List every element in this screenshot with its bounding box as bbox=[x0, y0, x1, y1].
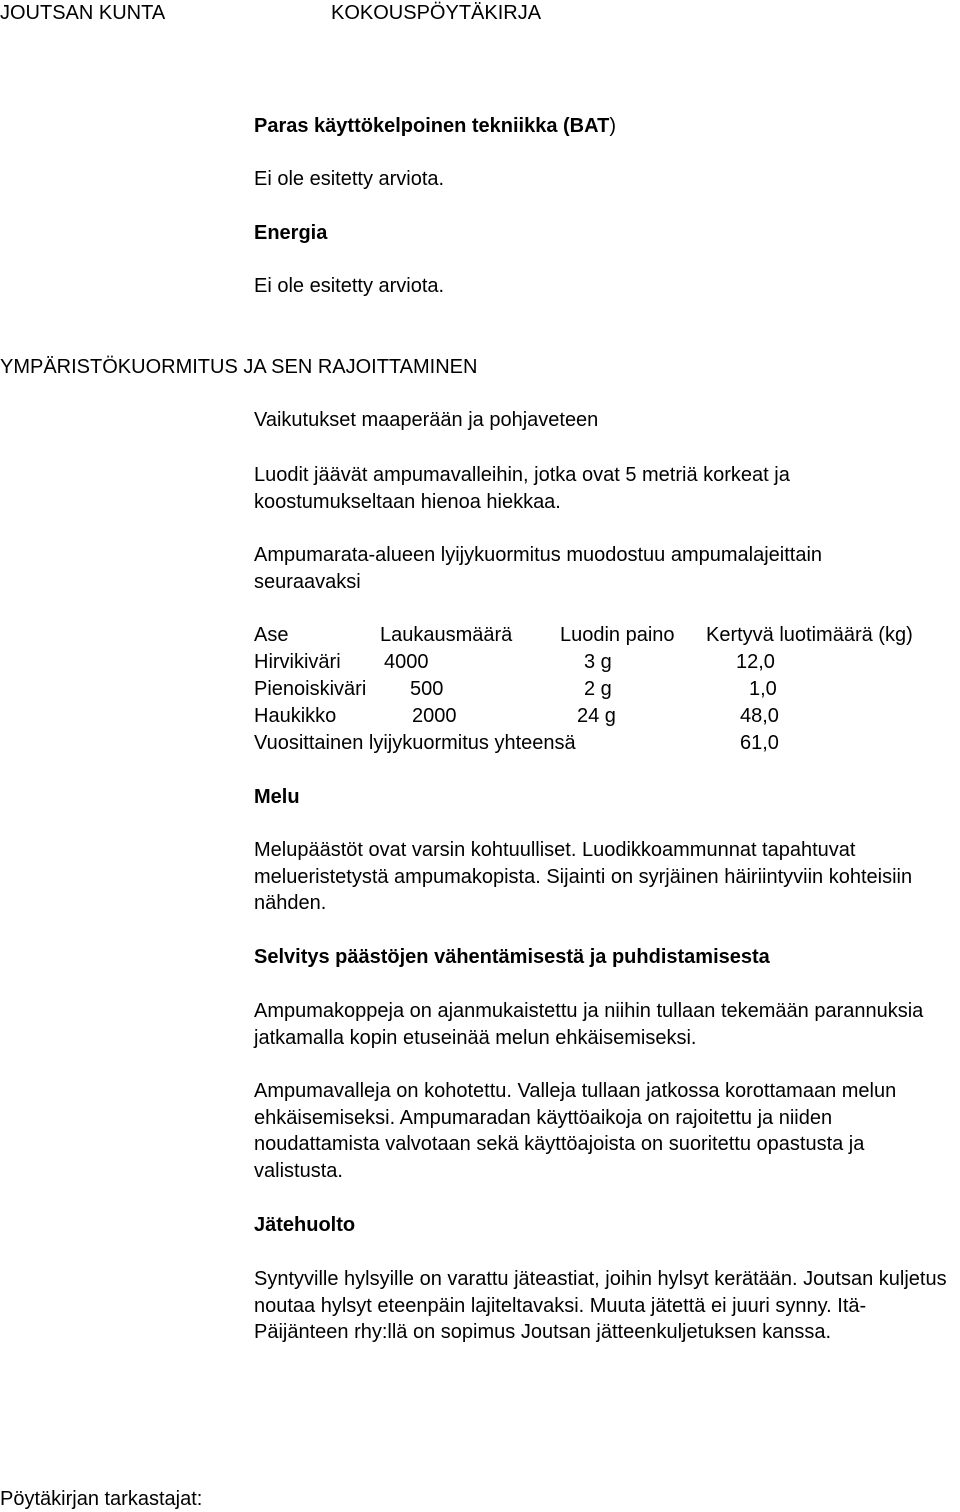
table-cell-shots: 2000 bbox=[412, 705, 457, 727]
table-header-bullet-weight: Luodin paino bbox=[560, 624, 675, 646]
energy-heading: Energia bbox=[254, 222, 328, 244]
waste-heading: Jätehuolto bbox=[254, 1214, 356, 1236]
table-header-accumulated-lead: Kertyvä luotimäärä (kg) bbox=[706, 624, 913, 646]
table-cell-bullet-weight: 24 g bbox=[577, 705, 616, 727]
table-cell-weapon: Pienoiskiväri bbox=[254, 678, 367, 700]
table-header-weapon: Ase bbox=[254, 624, 289, 646]
bat-heading-text: Paras käyttökelpoinen tekniikka (BAT bbox=[254, 115, 610, 137]
table-total-value: 61,0 bbox=[740, 732, 779, 754]
table-cell-weapon: Haukikko bbox=[254, 705, 337, 727]
reduction-text-2: Ampumavalleja on kohotettu. Valleja tullaan jatkossa korottamaan melun ehkäisemiseksi. Ampumaradan käyttöaikoja on rajoitettu ja niiden noudattamista valvotaan sekä käyttöajoista on suoritettu opastusta ja valistusta. bbox=[254, 1080, 897, 1182]
bat-heading bbox=[254, 113, 616, 139]
reduction-text-1: Ampumakoppeja on ajanmukaistettu ja niihin tullaan tekemään parannuksia jatkamalla kopin etuseinää melun ehkäisemiseksi. bbox=[254, 1000, 924, 1049]
soil-text: Luodit jäävät ampumavalleihin, jotka ovat 5 metriä korkeat ja koostumukseltaan hienoa hiekkaa. bbox=[254, 464, 790, 513]
bat-heading-paren: ) bbox=[609, 115, 616, 137]
table-header-shots: Laukausmäärä bbox=[380, 624, 513, 646]
reviewers-label: Pöytäkirjan tarkastajat: bbox=[0, 1488, 203, 1510]
table-cell-weapon: Hirvikiväri bbox=[254, 651, 341, 673]
table-cell-lead-kg: 48,0 bbox=[740, 705, 779, 727]
soil-heading: Vaikutukset maaperään ja pohjaveteen bbox=[254, 409, 599, 431]
table-cell-shots: 500 bbox=[410, 678, 444, 700]
waste-text: Syntyville hylsyille on varattu jäteastiat, joihin hylsyt kerätään. Joutsan kuljetus noutaa hylsyt eteenpäin lajiteltavaksi. Muuta jätettä ei juuri synny. Itä-Päijänteen rhy:llä on sopimus Joutsan jätteenkuljetuksen kanssa. bbox=[254, 1268, 947, 1343]
bat-text: Ei ole esitetty arviota. bbox=[254, 168, 445, 190]
document-type: KOKOUSPÖYTÄKIRJA bbox=[331, 2, 542, 24]
table-cell-lead-kg: 1,0 bbox=[749, 678, 777, 700]
lead-intro-text: Ampumarata-alueen lyijykuormitus muodostuu ampumalajeittain seuraavaksi bbox=[254, 544, 823, 593]
noise-heading: Melu bbox=[254, 786, 300, 808]
energy-text: Ei ole esitetty arviota. bbox=[254, 275, 445, 297]
table-cell-bullet-weight: 3 g bbox=[584, 651, 612, 673]
org-name: JOUTSAN KUNTA bbox=[0, 2, 166, 24]
table-cell-lead-kg: 12,0 bbox=[736, 651, 775, 673]
table-total-label: Vuosittainen lyijykuormitus yhteensä bbox=[254, 732, 576, 754]
noise-text: Melupäästöt ovat varsin kohtuulliset. Luodikkoammunnat tapahtuvat melueristetystä ampumakopista. Sijainti on syrjäinen häiriintyviin kohteisiin nähden. bbox=[254, 839, 913, 914]
table-cell-bullet-weight: 2 g bbox=[584, 678, 612, 700]
environment-heading: YMPÄRISTÖKUORMITUS JA SEN RAJOITTAMINEN bbox=[0, 356, 478, 378]
reduction-heading: Selvitys päästöjen vähentämisestä ja puhdistamisesta bbox=[254, 946, 770, 968]
table-cell-shots: 4000 bbox=[384, 651, 429, 673]
